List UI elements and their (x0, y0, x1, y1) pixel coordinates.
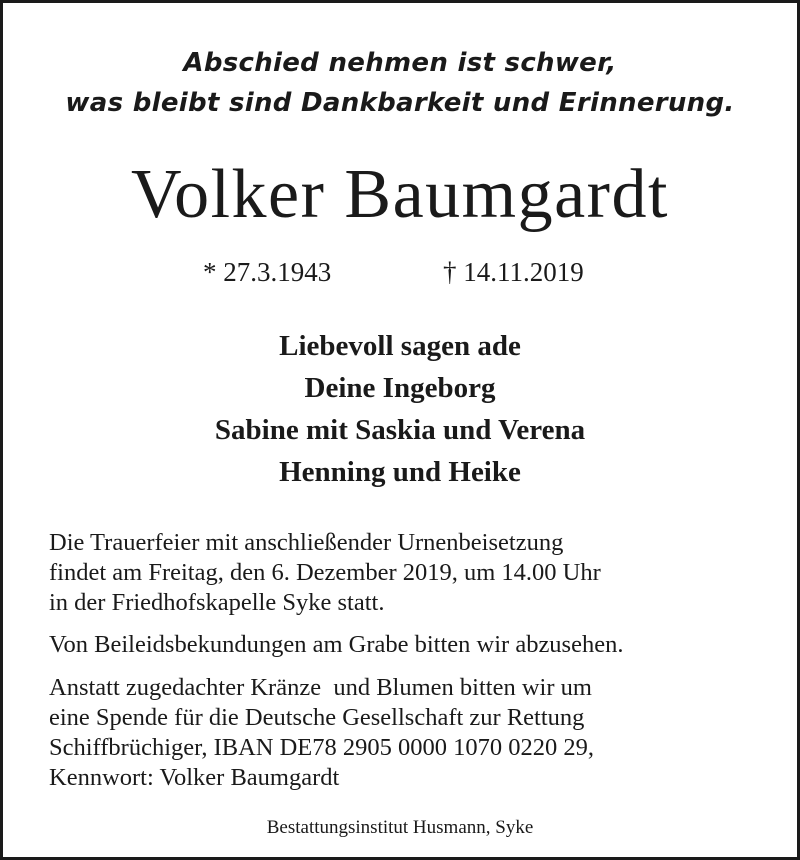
ceremony-line: in der Friedhofskapelle Syke statt. (49, 589, 385, 616)
life-dates (3, 255, 797, 289)
condolences-line: Von Beileidsbekundungen am Grabe bitten wir abzusehen. (49, 631, 624, 658)
donation-line: Anstatt zugedachter Kränze und Blumen bitten wir um (49, 674, 592, 701)
ceremony-line: findet am Freitag, den 6. Dezember 2019, um 14.00 Uhr (49, 559, 601, 586)
donation-line: Kennwort: Volker Baumgardt (49, 764, 340, 791)
mourner-line: Liebevoll sagen ade (279, 330, 521, 362)
birth-date: * 27.3.1943 (203, 257, 332, 287)
mourner-line: Sabine mit Saskia und Verena (214, 414, 586, 446)
motto (3, 43, 797, 123)
ceremony-paragraph (49, 528, 777, 618)
donation-line: Schiffbrüchiger, IBAN DE78 2905 0000 1070 0220 29, (49, 734, 594, 761)
mourners (3, 325, 797, 493)
mourner-line: Deine Ingeborg (304, 372, 496, 404)
donation-paragraph (49, 673, 777, 793)
ceremony-line: Die Trauerfeier mit anschließender Urnenbeisetzung (49, 529, 564, 556)
donation-line: eine Spende für die Deutsche Gesellschaft zur Rettung (49, 704, 585, 731)
deceased-name: Volker Baumgardt (131, 156, 669, 233)
mourner-line: Henning und Heike (279, 456, 521, 488)
funeral-home: Bestattungsinstitut Husmann, Syke (266, 817, 534, 838)
motto-line-2: was bleibt sind Dankbarkeit und Erinnerung. (65, 88, 735, 118)
condolences-paragraph (49, 630, 777, 660)
motto-line-1: Abschied nehmen ist schwer, (183, 48, 617, 78)
death-date: † 14.11.2019 (443, 257, 584, 287)
